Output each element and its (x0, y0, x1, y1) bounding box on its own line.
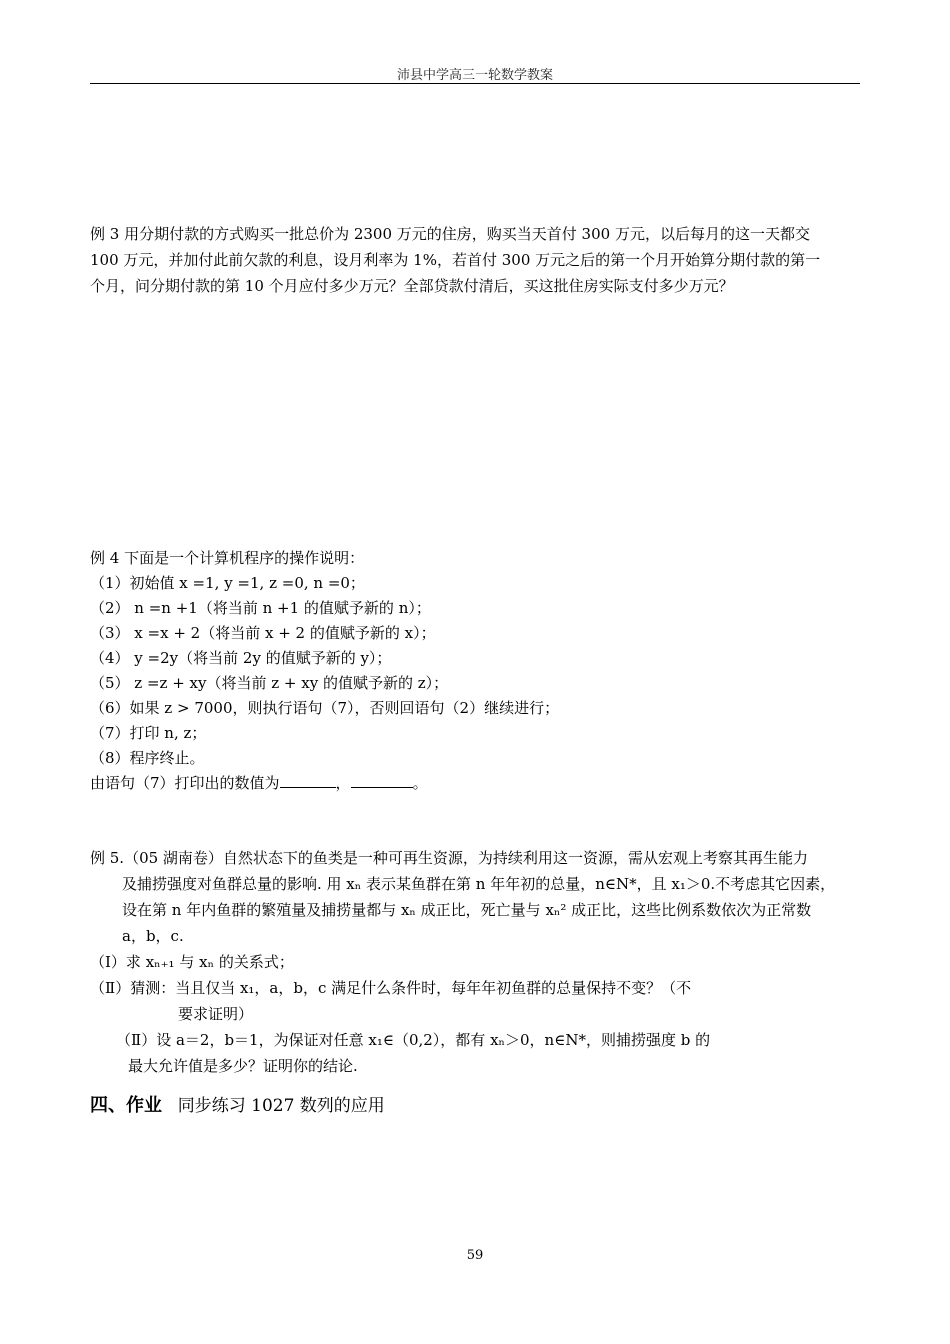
example-4-line: 例 4 下面是一个计算机程序的操作说明： (90, 549, 365, 567)
example-4-line: （8）程序终止。 (90, 749, 205, 767)
example-5-line: 及捕捞强度对鱼群总量的影响. 用 xₙ 表示某鱼群在第 n 年年初的总量，n∈N*，且 x₁＞0.不考虑其它因素， (122, 875, 836, 893)
example-3-line: 个月，问分期付款的第 10 个月应付多少万元？全部贷款付清后，买这批住房实际支付多少万元？ (90, 277, 734, 295)
example-4 (90, 546, 865, 796)
homework-section (90, 1092, 385, 1120)
homework-heading: 四、作业 (90, 1095, 162, 1116)
example-4-line: （3） x =x + 2（将当前 x + 2 的值赋予新的 x）； (90, 624, 436, 642)
homework-text: 同步练习 1027 数列的应用 (177, 1096, 385, 1116)
example-5-line: 设在第 n 年内鱼群的繁殖量及捕捞量都与 xₙ 成正比，死亡量与 xₙ² 成正比，这些比例系数依次为正常数 (122, 901, 812, 919)
example-4-line: （1）初始值 x =1, y =1, z =0, n =0； (90, 574, 365, 592)
page-header: 沛县中学高三一轮数学教案 (396, 68, 553, 83)
answer-blank-2[interactable] (351, 771, 413, 788)
example-5 (90, 845, 865, 1079)
answer-blank-1[interactable] (280, 771, 336, 788)
answer-prefix: 由语句（7）打印出的数值为 (90, 774, 280, 792)
example-5-question-3: （Ⅱ）设 a＝2，b＝1，为保证对任意 x₁∈（0,2），都有 xₙ＞0，n∈N*，则捕捞强度 b 的 (116, 1031, 711, 1049)
example-5-line: 最大允许值是多少？证明你的结论. (128, 1057, 358, 1075)
example-5-line: 要求证明） (178, 1005, 254, 1023)
example-3-line: 例 3 用分期付款的方式购买一批总价为 2300 万元的住房，购买当天首付 300 万元，以后每月的这一天都交 (90, 225, 810, 243)
example-3-line: 100 万元，并加付此前欠款的利息，设月利率为 1%，若首付 300 万元之后的第一个月开始算分期付款的第一 (90, 251, 821, 269)
example-3 (90, 221, 865, 299)
answer-end: 。 (412, 774, 428, 792)
example-5-question-2: （Ⅱ）猜测：当且仅当 x₁，a，b，c 满足什么条件时，每年年初鱼群的总量保持不变？（不 (90, 979, 692, 997)
example-4-line: （4） y =2y（将当前 2y 的值赋予新的 y）； (90, 649, 392, 667)
header-rule (90, 83, 860, 84)
example-5-line: a，b，c. (122, 927, 184, 945)
example-4-answer (90, 771, 865, 796)
example-4-line: （7）打印 n, z； (90, 724, 207, 742)
page-number: 59 (466, 1248, 484, 1263)
example-5-line: 例 5.（05 湖南卷）自然状态下的鱼类是一种可再生资源，为持续利用这一资源，需从宏观上考察其再生能力 (90, 849, 808, 867)
example-4-line: （2） n =n +1（将当前 n +1 的值赋予新的 n）； (90, 599, 431, 617)
answer-separator: ， (335, 774, 351, 792)
example-5-question-1: （Ⅰ）求 xₙ₊₁ 与 xₙ 的关系式； (90, 953, 294, 971)
example-4-line: （6）如果 z > 7000，则执行语句（7），否则回语句（2）继续进行； (90, 699, 560, 717)
example-4-line: （5） z =z + xy（将当前 z + xy 的值赋予新的 z）； (90, 674, 449, 692)
